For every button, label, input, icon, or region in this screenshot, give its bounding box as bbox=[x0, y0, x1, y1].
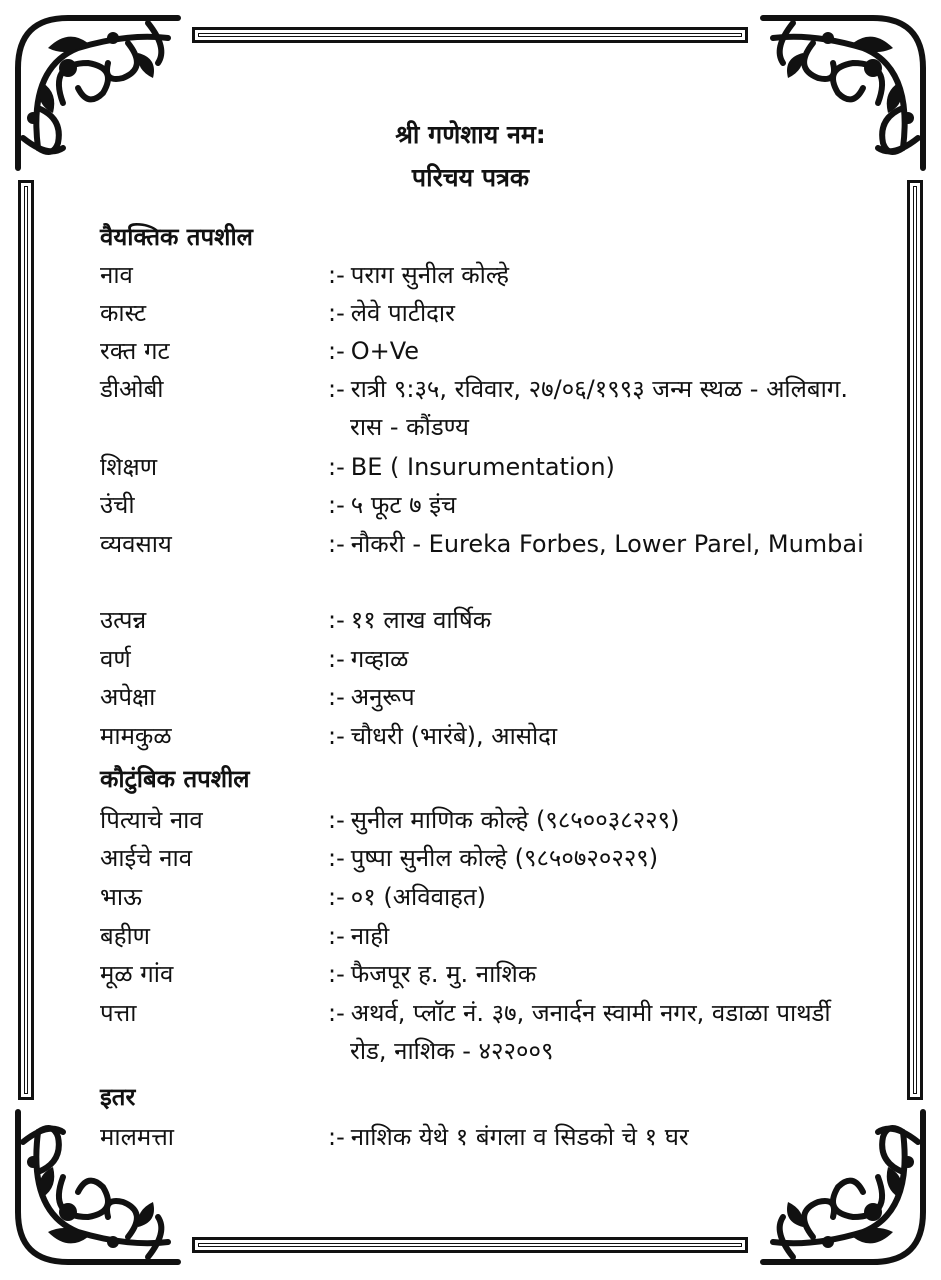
row-label: बहीण bbox=[100, 922, 151, 950]
row-value bbox=[328, 917, 848, 955]
row-label: मूळ गांव bbox=[100, 960, 174, 988]
row-value bbox=[328, 801, 848, 839]
row-value bbox=[328, 486, 848, 524]
row-separator: :- bbox=[328, 999, 345, 1027]
row-value-text: नाशिक येथे १ बंगला व सिडको चे १ घर bbox=[350, 1123, 689, 1151]
row-label: व्यवसाय bbox=[100, 530, 172, 558]
row-value-text: गव्हाळ bbox=[350, 645, 409, 673]
row-separator: :- bbox=[328, 806, 345, 834]
row-label: पित्याचे नाव bbox=[100, 806, 203, 834]
row-separator: :- bbox=[328, 453, 345, 481]
row-label: भाऊ bbox=[100, 883, 142, 911]
row-value-text: रात्री ९:३५, रविवार, २७/०६/१९९३ जन्म स्थळ - अलिबाग. रास - कौंडण्य bbox=[350, 375, 848, 441]
row-value-text: अनुरूप bbox=[350, 683, 415, 711]
row-value bbox=[328, 294, 848, 332]
row-separator: :- bbox=[328, 530, 345, 558]
row-separator: :- bbox=[328, 722, 345, 750]
row-value bbox=[328, 994, 870, 1070]
row-label: पत्ता bbox=[100, 999, 137, 1027]
row-separator: :- bbox=[328, 1123, 345, 1151]
row-value-text: ५ फूट ७ इंच bbox=[350, 491, 457, 519]
row-separator: :- bbox=[328, 922, 345, 950]
row-label: मालमत्ता bbox=[100, 1123, 174, 1151]
row-label: डीओबी bbox=[100, 375, 164, 403]
row-separator: :- bbox=[328, 337, 345, 365]
row-separator: :- bbox=[328, 261, 345, 289]
frame-right-bar bbox=[907, 180, 923, 1100]
row-label: वर्ण bbox=[100, 645, 131, 673]
row-value-text: पराग सुनील कोल्हे bbox=[350, 261, 509, 289]
row-value-text: अथर्व, प्लॉट नं. ३७, जनार्दन स्वामी नगर, वडाळा पाथर्डी रोड, नाशिक - ४२२००९ bbox=[350, 999, 831, 1065]
row-separator: :- bbox=[328, 960, 345, 988]
section-heading-personal: वैयक्तिक तपशील bbox=[100, 223, 253, 251]
row-value bbox=[328, 332, 848, 370]
row-value-text: नाही bbox=[350, 922, 390, 950]
row-value-text: चौधरी (भारंबे), आसोदा bbox=[350, 722, 558, 750]
row-value-text: पुष्पा सुनील कोल्हे (९८५०७२०२२९) bbox=[350, 844, 659, 872]
row-value-text: O+Ve bbox=[350, 337, 420, 365]
row-value-text: सुनील माणिक कोल्हे (९८५००३८२२९) bbox=[350, 806, 680, 834]
page-title: परिचय पत्रक bbox=[411, 163, 530, 192]
row-value-text: ०१ (अविवाहत) bbox=[350, 883, 486, 911]
row-label: उत्पन्न bbox=[100, 606, 147, 634]
corner-ornament-icon bbox=[8, 8, 186, 178]
frame-left-bar bbox=[18, 180, 34, 1100]
row-label: अपेक्षा bbox=[100, 683, 156, 711]
section-heading-other: इतर bbox=[100, 1083, 136, 1111]
invocation-heading: श्री गणेशाय नम: bbox=[395, 120, 546, 149]
row-value bbox=[328, 256, 848, 294]
frame-bottom-bar bbox=[192, 1237, 748, 1253]
row-separator: :- bbox=[328, 299, 345, 327]
row-separator: :- bbox=[328, 683, 345, 711]
corner-ornament-icon bbox=[755, 8, 933, 178]
frame-top-bar bbox=[192, 27, 748, 43]
row-separator: :- bbox=[328, 645, 345, 673]
row-separator: :- bbox=[328, 883, 345, 911]
row-value-text: BE ( Insurumentation) bbox=[350, 453, 615, 481]
row-value bbox=[328, 955, 848, 993]
row-value bbox=[328, 640, 848, 678]
row-label: आईचे नाव bbox=[100, 844, 193, 872]
row-value bbox=[328, 370, 870, 446]
row-label: कास्ट bbox=[100, 299, 147, 327]
row-value bbox=[328, 448, 848, 486]
row-value-text: फैजपूर ह. मु. नाशिक bbox=[350, 960, 537, 988]
row-separator: :- bbox=[328, 844, 345, 872]
row-value bbox=[328, 878, 848, 916]
row-value bbox=[328, 839, 848, 877]
ornament-svg bbox=[8, 8, 186, 178]
row-value-text: लेवे पाटीदार bbox=[350, 299, 455, 327]
row-value bbox=[328, 601, 848, 639]
row-separator: :- bbox=[328, 606, 345, 634]
row-value bbox=[328, 678, 848, 716]
row-label: रक्त गट bbox=[100, 337, 170, 365]
row-separator: :- bbox=[328, 375, 345, 403]
row-value bbox=[328, 717, 848, 755]
ornament-svg bbox=[755, 8, 933, 178]
row-label: शिक्षण bbox=[100, 453, 158, 481]
row-separator: :- bbox=[328, 491, 345, 519]
row-label: मामकुळ bbox=[100, 722, 172, 750]
row-value-text: नौकरी - Eureka Forbes, Lower Parel, Mumbai bbox=[350, 530, 864, 558]
row-value bbox=[328, 525, 870, 563]
row-value-text: ११ लाख वार्षिक bbox=[350, 606, 492, 634]
row-label: नाव bbox=[100, 261, 133, 289]
row-label: उंची bbox=[100, 491, 135, 519]
section-heading-family: कौटुंबिक तपशील bbox=[100, 765, 250, 793]
row-value bbox=[328, 1118, 848, 1156]
